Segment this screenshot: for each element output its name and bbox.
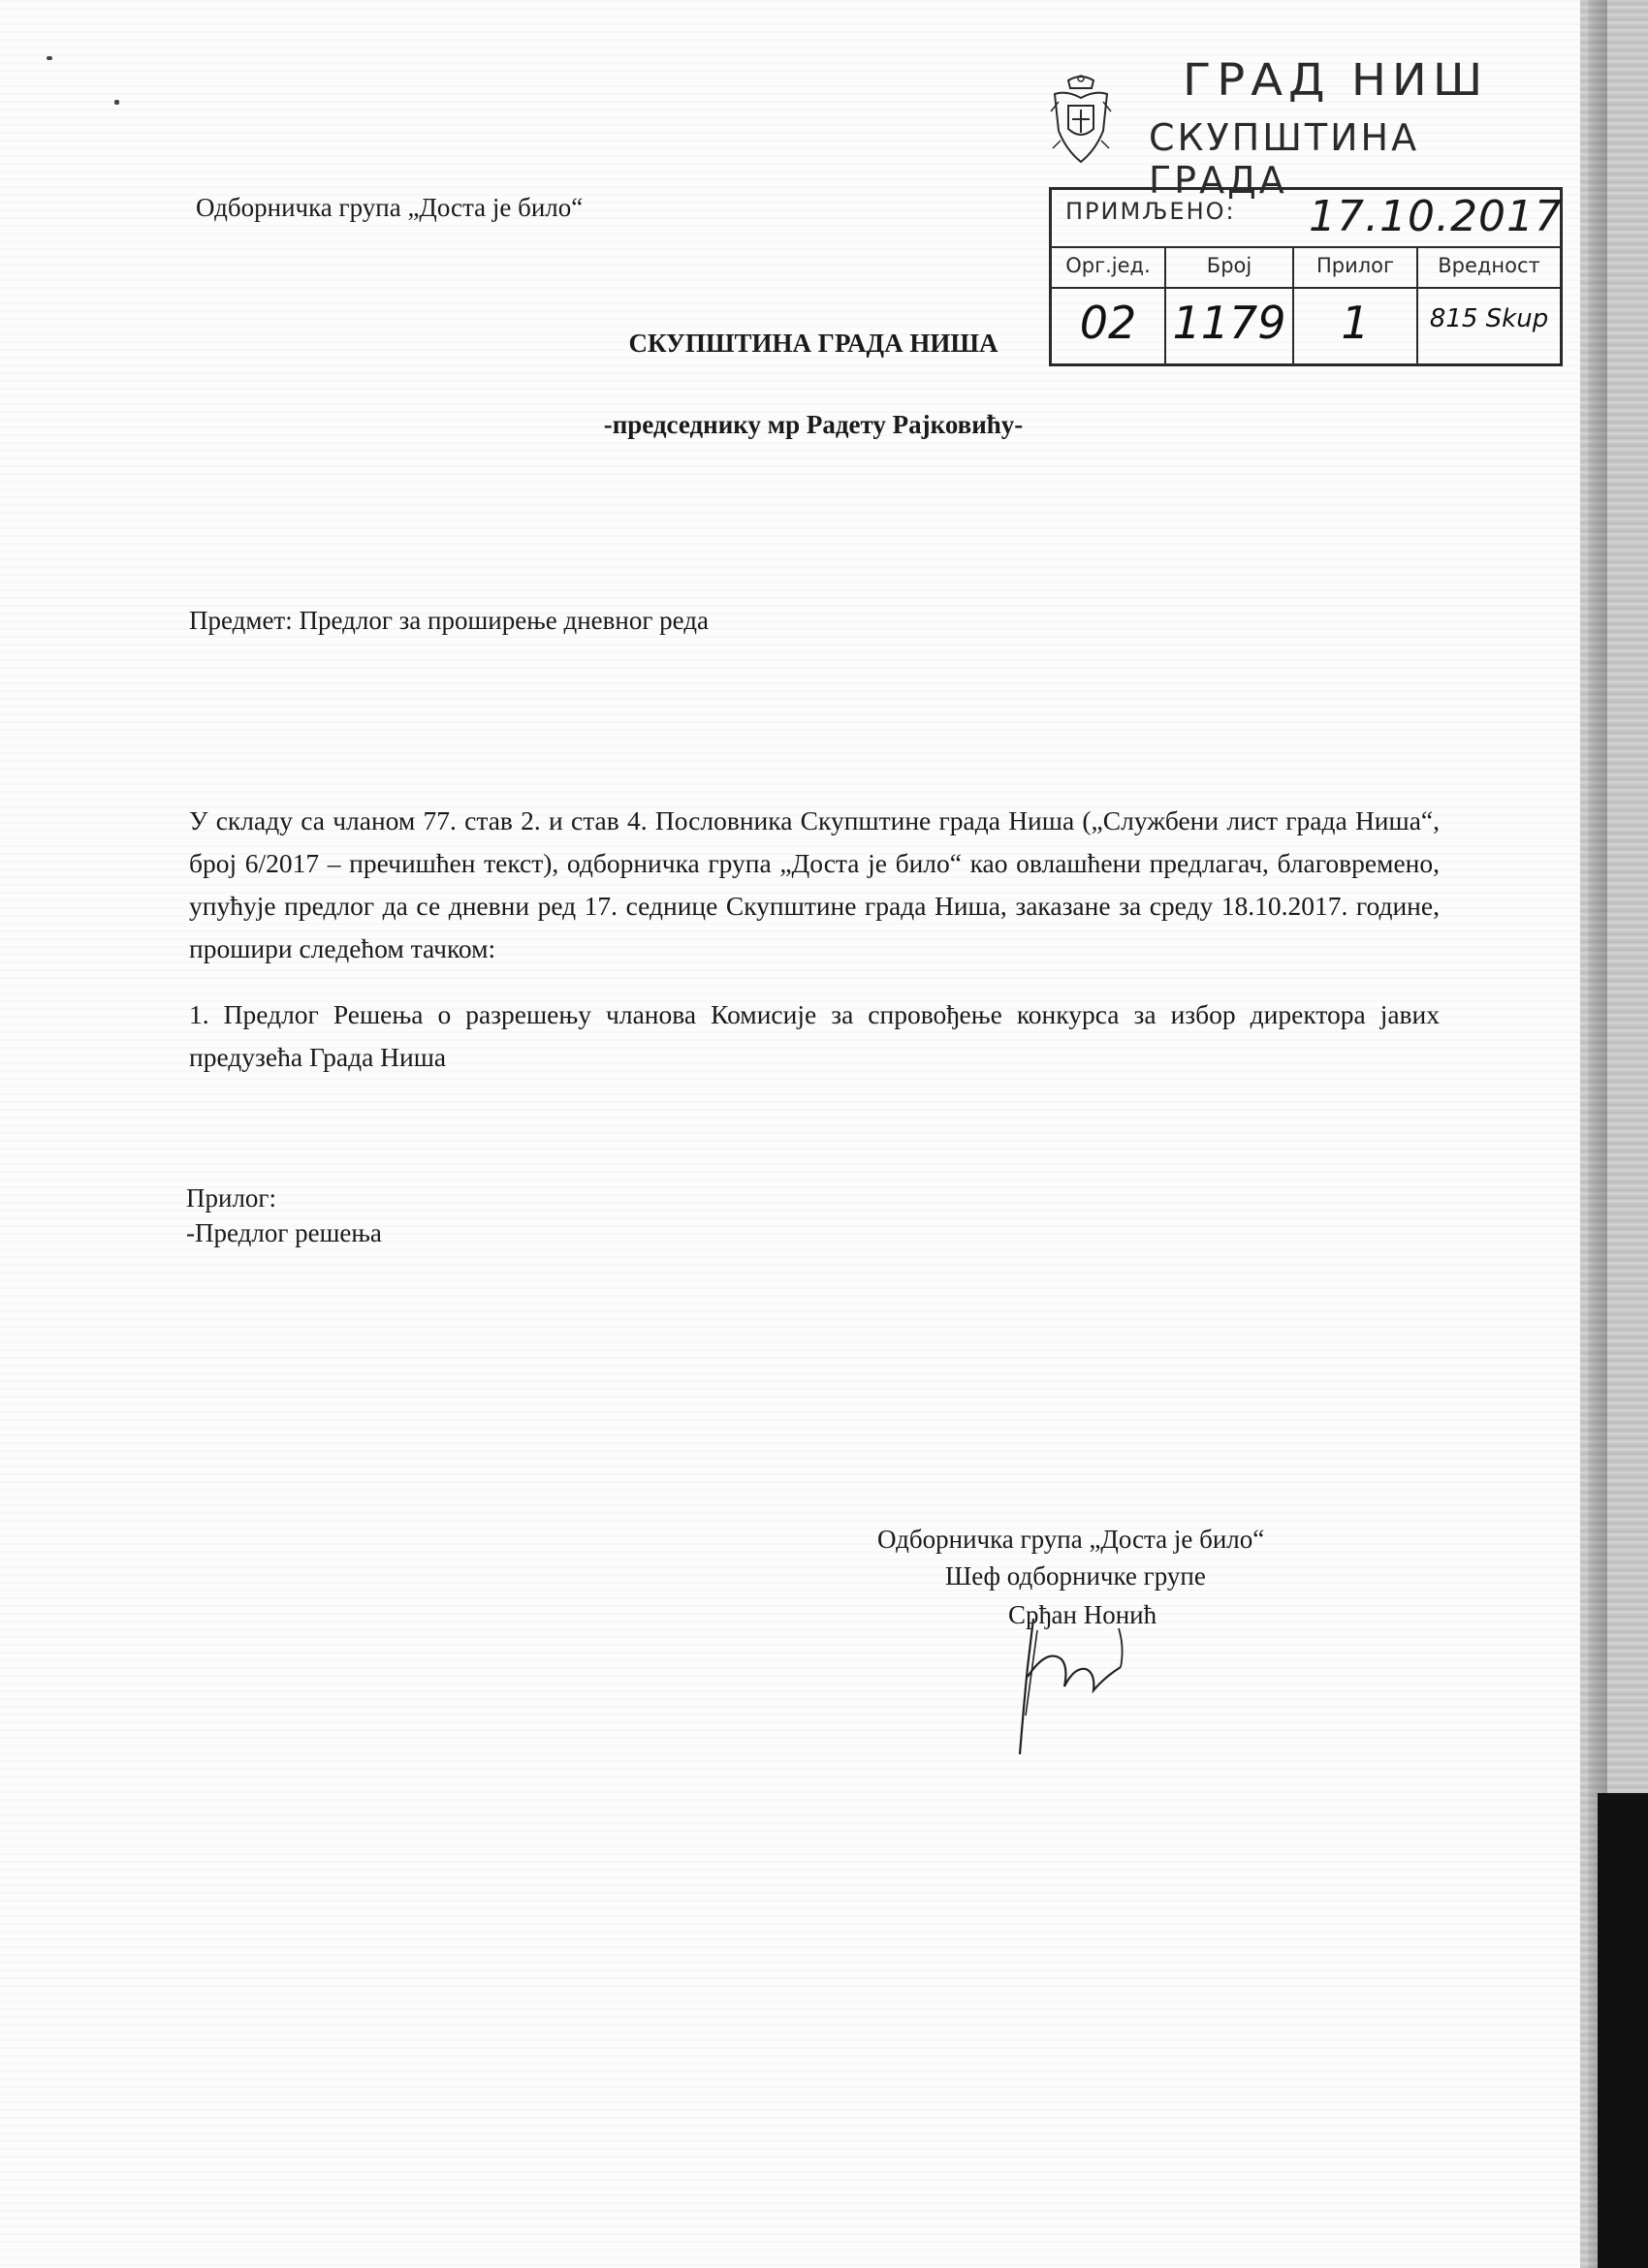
scan-speck [114, 100, 119, 105]
signature-group: Одборничка група „Доста је било“ [877, 1525, 1265, 1554]
recipient-subtitle: -председнику мр Радету Рајковићу- [603, 410, 1024, 439]
stamp-header [1047, 53, 1493, 202]
proposal-item: 1. Предлог Решења о разрешењу чланова Комисије за спровођење конкурса за избор директора јавих предузећа Града Ниша [189, 999, 1440, 1072]
handwritten-signature [979, 1609, 1192, 1764]
stamp-val-org-text: 02 [1079, 297, 1137, 349]
scan-speck [47, 56, 52, 60]
subject-line: Предмет: Предлог за проширење дневног реда [189, 606, 710, 635]
stamp-col-attachment [1294, 246, 1418, 287]
stamp-val-number-text: 1179 [1172, 297, 1286, 349]
stamp-assembly: СКУПШТИНА ГРАДА [1149, 116, 1420, 202]
stamp-col-number-label: Број [1206, 254, 1252, 277]
stamp-col-value-label: Вредност [1438, 254, 1540, 277]
sender-group: Одборничка група „Доста је било“ [196, 193, 584, 222]
stamp-col-number [1166, 246, 1294, 287]
signature-role: Шеф одборничке групе [945, 1561, 1206, 1591]
attachment-item: -Предлог решења [186, 1218, 382, 1247]
received-label: ПРИМЉЕНО: [1065, 198, 1236, 225]
stamp-col-org-label: Орг.јед. [1065, 254, 1151, 277]
stamp-col-org [1052, 246, 1166, 287]
stamp-val-attachment-text: 1 [1341, 297, 1370, 349]
stamp-val-value-text: 815 Skup [1429, 304, 1549, 333]
stamp-col-attachment-label: Прилог [1315, 254, 1395, 277]
signature-name: Срђан Нонић [1008, 1600, 1157, 1629]
received-row [1052, 190, 1563, 248]
body-paragraph: У складу са чланом 77. став 2. и став 4. Пословника Скупштине града Ниша („Службени лист града Ниша“, број 6/2017 – пречишћен текст), одборничка група „Доста је било“ као овлашћени предлагач, благовремено, упућује предлог да се дневни ред 17. седнице Скупштине града Ниша, заказане за среду 18.10.2017. године, прошири следећом тачком: [189, 805, 1440, 963]
recipient-title: СКУПШТИНА ГРАДА НИША [628, 329, 998, 358]
stamp-col-value [1418, 246, 1560, 287]
attachment-label: Прилог: [186, 1183, 276, 1213]
stamp-city: ГРАД НИШ [1183, 54, 1489, 107]
received-date: 17.10.2017 [1309, 192, 1563, 241]
serbian-crest-icon [1047, 73, 1115, 165]
scan-dark-corner [1598, 1793, 1648, 2268]
